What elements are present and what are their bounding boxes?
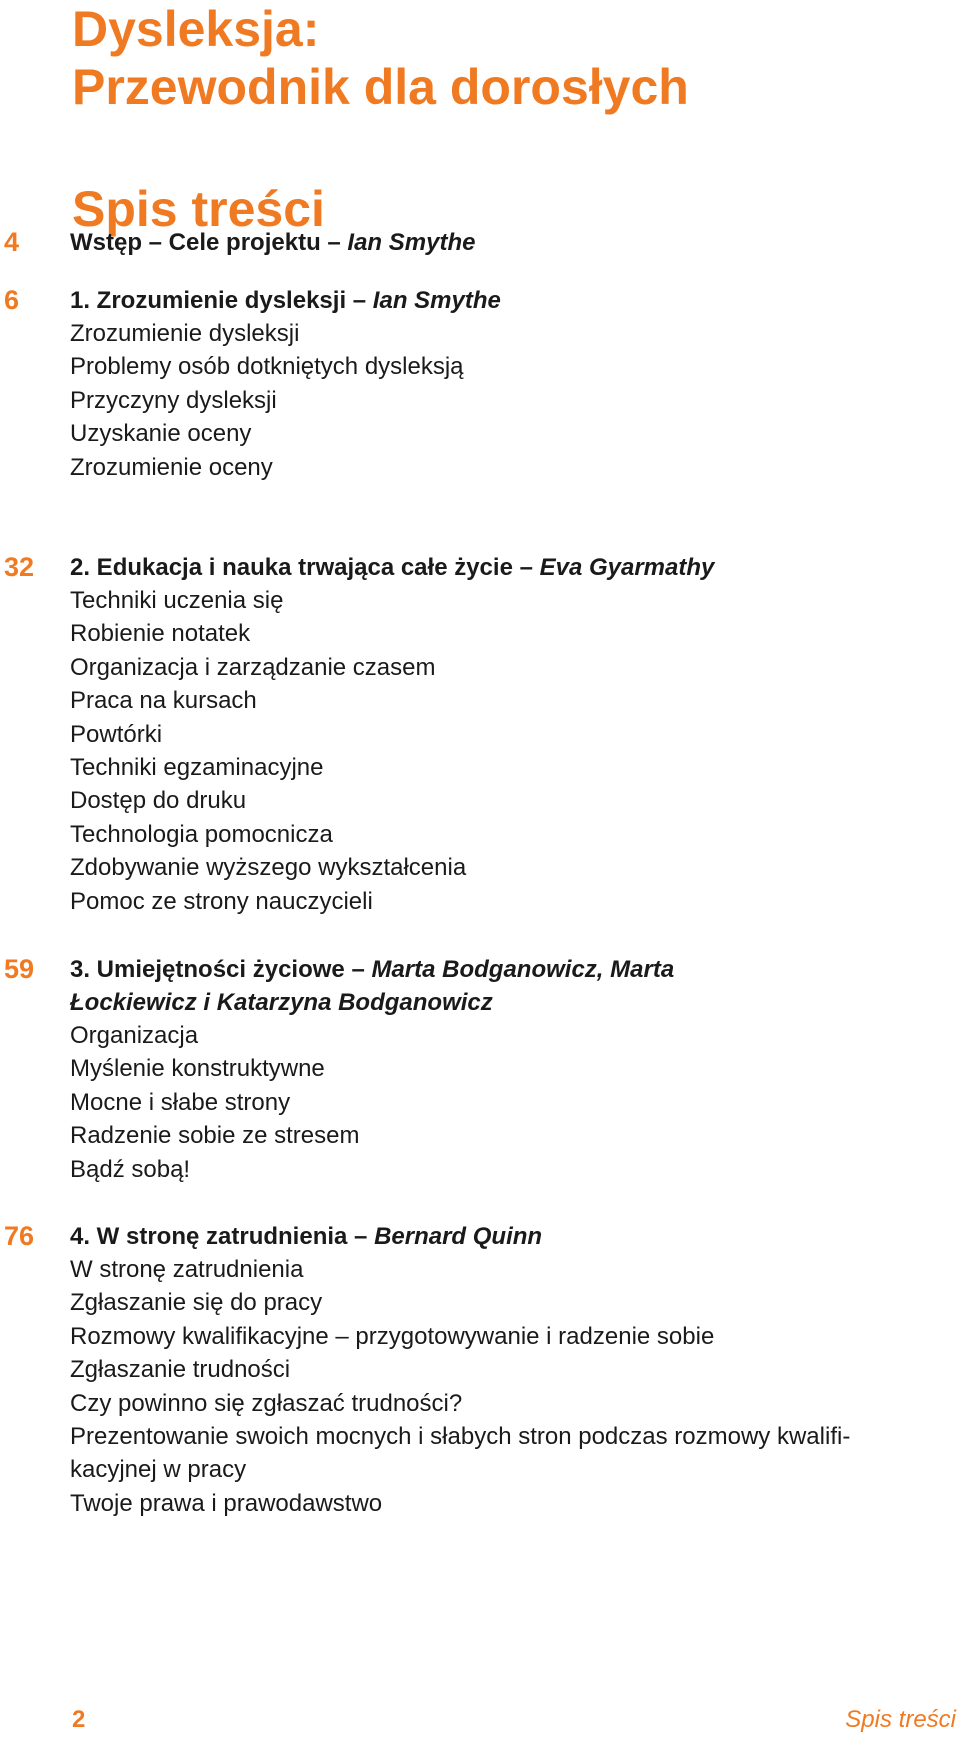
chapter-title — [70, 1220, 940, 1253]
chapter-author: Bernard Quinn — [374, 1223, 543, 1250]
subsection-item: Myślenie konstruktywne — [70, 1055, 325, 1083]
subsection-item: Organizacja — [70, 1022, 199, 1049]
subsection-item: Prezentowanie swoich mocnych i słabych stron podczas rozmowy kwalifi-kacyjnej w pracy — [70, 1423, 851, 1484]
toc-heading: Spis treści — [72, 181, 325, 237]
subsection-item: Rozmowy kwalifikacyjne – przygotowywanie i radzenie sobie — [70, 1322, 715, 1350]
chapter-title — [70, 284, 940, 317]
subsection-item: Praca na kursach — [70, 687, 257, 715]
chapter-title-text: 3. Umiejętności życiowe – — [70, 956, 372, 983]
chapter-title-text: 1. Zrozumienie dysleksji – — [70, 287, 373, 314]
chapter-title-text: 2. Edukacja i nauka trwająca całe życie – — [70, 554, 540, 581]
subsection-item: Pomoc ze strony nauczycieli — [70, 887, 373, 915]
subsection-item: Czy powinno się zgłaszać trudności? — [70, 1389, 463, 1417]
subsection-item: Organizacja i zarządzanie czasem — [70, 653, 436, 681]
subsection-item: W stronę zatrudnienia — [70, 1256, 304, 1283]
page-number: 6 — [4, 285, 20, 315]
subsection-item: Problemy osób dotkniętych dysleksją — [70, 353, 464, 381]
footer-section-label: Spis treści — [845, 1706, 956, 1733]
subsection-item: Techniki uczenia się — [70, 587, 284, 614]
chapter-title — [70, 953, 710, 1019]
chapter-author: Eva Gyarmathy — [539, 554, 715, 581]
title-line-2: Przewodnik dla dorosłych — [72, 59, 689, 115]
title-line-1: Dysleksja: — [72, 1, 320, 57]
subsection-item: Technologia pomocnicza — [70, 820, 333, 848]
subsection-item: Uzyskanie oceny — [70, 420, 252, 448]
subsection-item: Zgłaszanie trudności — [70, 1356, 291, 1384]
subsection-item: Twoje prawa i prawodawstwo — [70, 1489, 383, 1517]
subsection-item: Radzenie sobie ze stresem — [70, 1122, 360, 1150]
subsection-item: Powtórki — [70, 720, 163, 748]
chapter-subsections — [70, 317, 940, 484]
page-number: 59 — [4, 954, 35, 984]
subsection-item: Mocne i słabe strony — [70, 1088, 291, 1116]
subsection-item: Bądź sobą! — [70, 1155, 191, 1183]
entry-title-text: Wstęp – Cele projektu – — [70, 229, 348, 256]
chapter-subsections — [70, 1253, 940, 1520]
chapter-author: Ian Smythe — [372, 287, 501, 314]
entry-author: Ian Smythe — [347, 229, 476, 256]
chapter-title-text: 4. W stronę zatrudnienia – — [70, 1223, 375, 1250]
page-number: 32 — [4, 552, 35, 582]
subsection-item: Robienie notatek — [70, 620, 251, 648]
chapter-subsections — [70, 584, 940, 918]
page-number: 76 — [4, 1221, 35, 1251]
subsection-item: Przyczyny dysleksji — [70, 386, 277, 414]
subsection-item: Dostęp do druku — [70, 787, 247, 815]
chapter-title — [70, 551, 940, 584]
subsection-item: Zgłaszanie się do pracy — [70, 1289, 323, 1317]
subsection-item: Zrozumienie oceny — [70, 453, 273, 481]
page-number: 4 — [4, 227, 20, 257]
chapter-author: Marta Bodganowicz, Marta Łockiewicz i Katarzyna Bodganowicz — [70, 956, 675, 1016]
subsection-item: Zrozumienie dysleksji — [70, 320, 300, 347]
subsection-item: Techniki egzaminacyjne — [70, 754, 324, 782]
footer-page-number: 2 — [72, 1706, 86, 1733]
subsection-item: Zdobywanie wyższego wykształcenia — [70, 854, 467, 882]
chapter-subsections — [70, 1019, 940, 1186]
entry-title — [70, 226, 940, 259]
document-title — [72, 0, 689, 116]
